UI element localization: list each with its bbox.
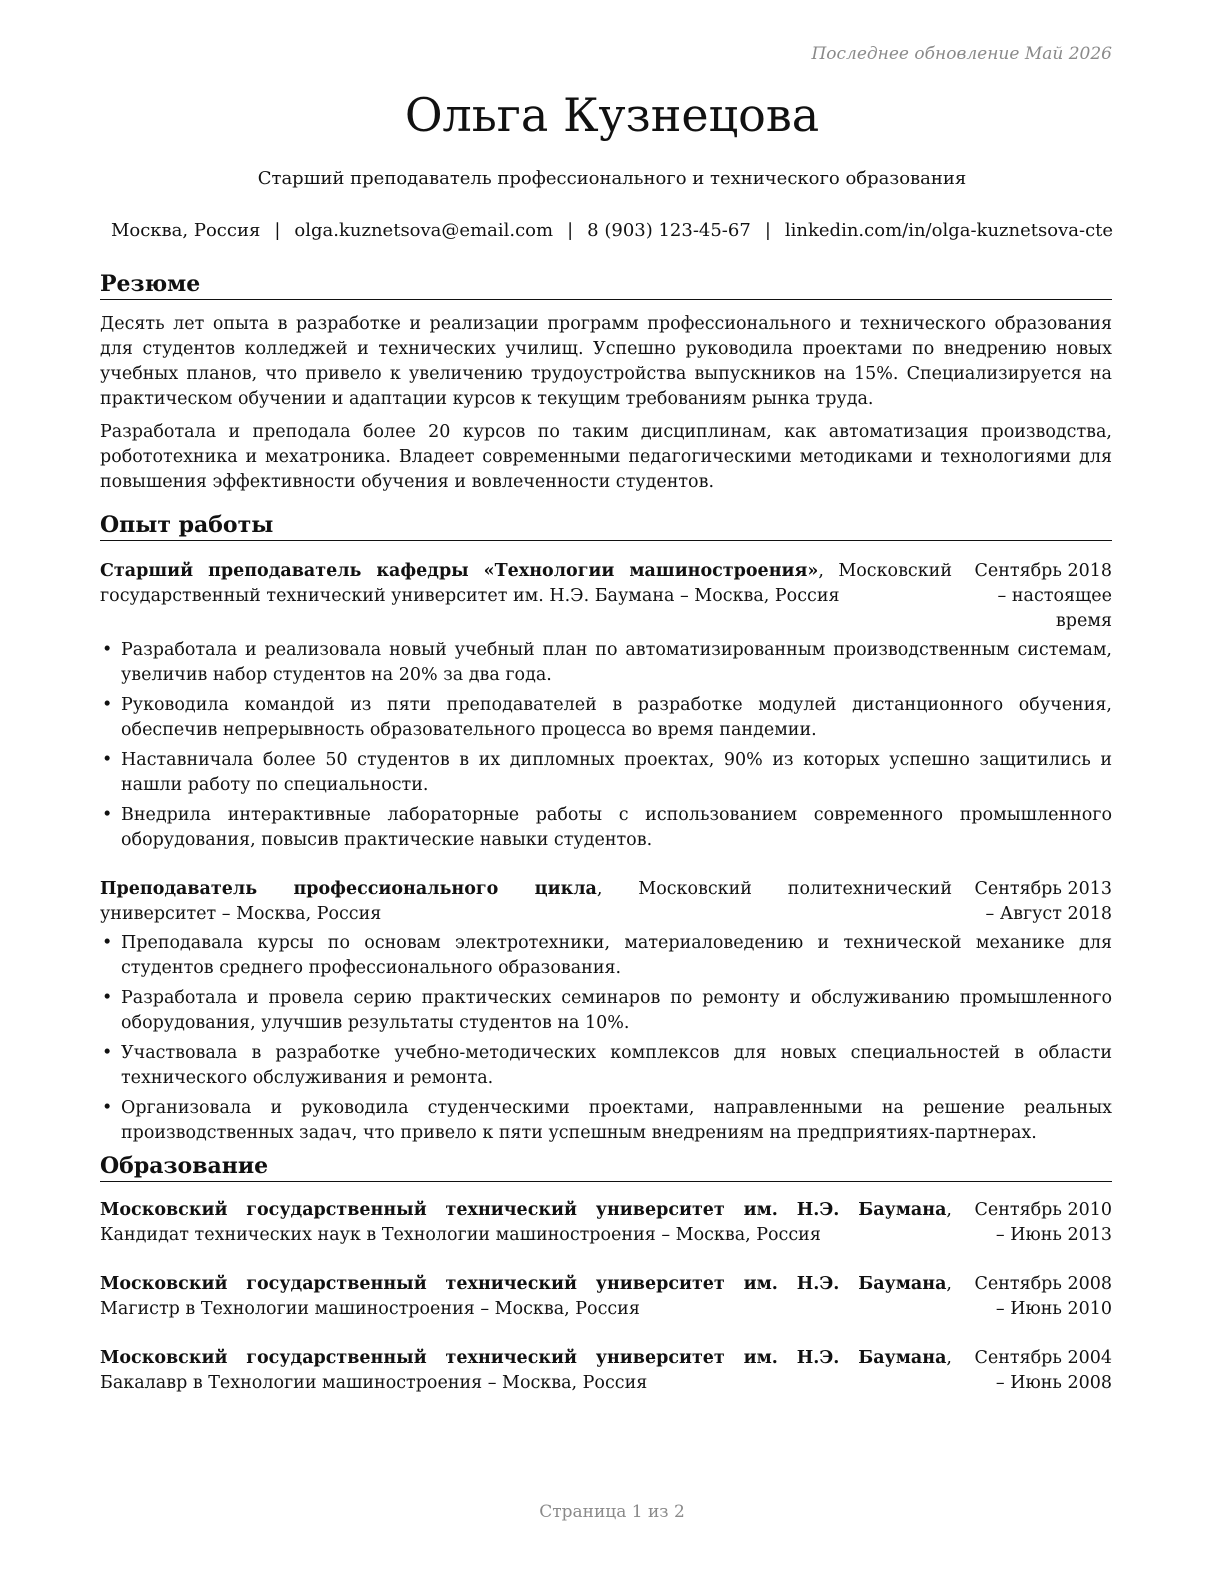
page-number: Страница 1 из 2	[539, 1502, 685, 1522]
education-dates: Сентябрь 2010 – Июнь 2013	[974, 1200, 1112, 1245]
education-degree	[100, 1346, 952, 1396]
education-school: Московский государственный технический университет им. Н.Э. Баумана	[100, 1200, 947, 1220]
list-item: • Внедрила интерактивные лабораторные работы с использованием современного промышленного оборудования, повысив практические навыки студентов.	[100, 803, 1112, 853]
education-degree	[100, 1198, 952, 1248]
job-entry	[100, 877, 1112, 1146]
education-entry	[100, 1198, 1112, 1248]
education-dates: Сентябрь 2004 – Июнь 2008	[974, 1348, 1112, 1393]
summary-paragraph: Разработала и преподала более 20 курсов по таким дисциплинам, как автоматизация производства, робототехника и мехатроника. Владеет современными педагогическими методиками и технологиями для повышения эффективности обучения и вовлеченности студентов.	[100, 422, 1112, 492]
candidate-title: Старший преподаватель профессионального и технического образования	[257, 168, 967, 189]
job-dates: Сентябрь 2018 – настоящее время	[974, 561, 1112, 631]
list-item: • Разработала и провела серию практических семинаров по ремонту и обслуживанию промышленного оборудования, улучшив результаты студентов на 10%.	[100, 986, 1112, 1036]
education-section	[100, 1152, 1112, 1396]
education-entry	[100, 1272, 1112, 1322]
education-entry	[100, 1346, 1112, 1396]
contact-separator: |	[567, 220, 574, 241]
job-achievements	[100, 931, 1112, 1146]
job-position	[100, 877, 952, 927]
education-details: , Кандидат технических наук в Технологии машиностроения – Москва, Россия	[100, 1200, 952, 1245]
section-heading-experience: Опыт работы	[100, 511, 1112, 541]
last-updated-note: Последнее обновление Май 2026	[811, 44, 1112, 64]
education-school: Московский государственный технический университет им. Н.Э. Баумана	[100, 1348, 947, 1368]
job-employer: , Московский политехнический университет – Москва, Россия	[100, 879, 952, 924]
contact-separator: |	[274, 220, 281, 241]
section-heading-summary: Резюме	[100, 270, 1112, 300]
contact-email[interactable]: olga.kuznetsova@email.com	[294, 220, 554, 241]
list-item: • Организовала и руководила студенческими проектами, направленными на решение реальных производственных задач, что привело к пяти успешным внедрениям на предприятиях-партнерах.	[100, 1096, 1112, 1146]
education-dates: Сентябрь 2008 – Июнь 2010	[974, 1274, 1112, 1319]
education-details: , Бакалавр в Технологии машиностроения – Москва, Россия	[100, 1348, 952, 1393]
summary-paragraph: Десять лет опыта в разработке и реализации программ профессионального и технического образования для студентов колледжей и технических училищ. Успешно руководила проектами по внедрению новых учебных планов, что привело к увеличению трудоустройства выпускников на 15%. Специализируется на практическом обучении и адаптации курсов к текущим требованиям рынка труда.	[100, 314, 1112, 409]
job-entry	[100, 559, 1112, 853]
contact-linkedin[interactable]: linkedin.com/in/olga-kuznetsova-cte	[784, 220, 1114, 241]
contact-separator: |	[764, 220, 771, 241]
education-details: , Магистр в Технологии машиностроения – Москва, Россия	[100, 1274, 952, 1319]
list-item: • Преподавала курсы по основам электротехники, материаловедению и технической механике для студентов среднего профессионального образования.	[100, 931, 1112, 981]
job-position	[100, 559, 952, 634]
list-item: • Наставничала более 50 студентов в их дипломных проектах, 90% из которых успешно защитились и нашли работу по специальности.	[100, 748, 1112, 798]
list-item: • Руководила командой из пяти преподавателей в разработке модулей дистанционного обучения, обеспечив непрерывность образовательного процесса во время пандемии.	[100, 693, 1112, 743]
list-item: • Участвовала в разработке учебно-методических комплексов для новых специальностей в области технического обслуживания и ремонта.	[100, 1041, 1112, 1091]
job-achievements	[100, 638, 1112, 853]
section-heading-education: Образование	[100, 1152, 1112, 1182]
contact-line	[0, 220, 1224, 241]
education-degree	[100, 1272, 952, 1322]
contact-location: Москва, Россия	[110, 220, 261, 241]
job-header	[100, 877, 1112, 927]
contact-phone: 8 (903) 123-45-67	[587, 220, 751, 241]
job-header	[100, 559, 1112, 634]
list-item: • Разработала и реализовала новый учебный план по автоматизированным производственным системам, увеличив набор студентов на 20% за два года.	[100, 638, 1112, 688]
job-title: Преподаватель профессионального цикла	[100, 879, 597, 899]
job-dates: Сентябрь 2013 – Август 2018	[974, 879, 1112, 924]
education-school: Московский государственный технический университет им. Н.Э. Баумана	[100, 1274, 947, 1294]
candidate-name: Ольга Кузнецова	[404, 88, 820, 142]
resume-body	[100, 270, 1112, 1396]
job-employer: , Московский государственный технический университет им. Н.Э. Баумана – Москва, Россия	[100, 561, 952, 606]
summary-section	[100, 270, 1112, 495]
job-title: Старший преподаватель кафедры «Технологии машиностроения»	[100, 561, 819, 581]
experience-section	[100, 511, 1112, 1146]
